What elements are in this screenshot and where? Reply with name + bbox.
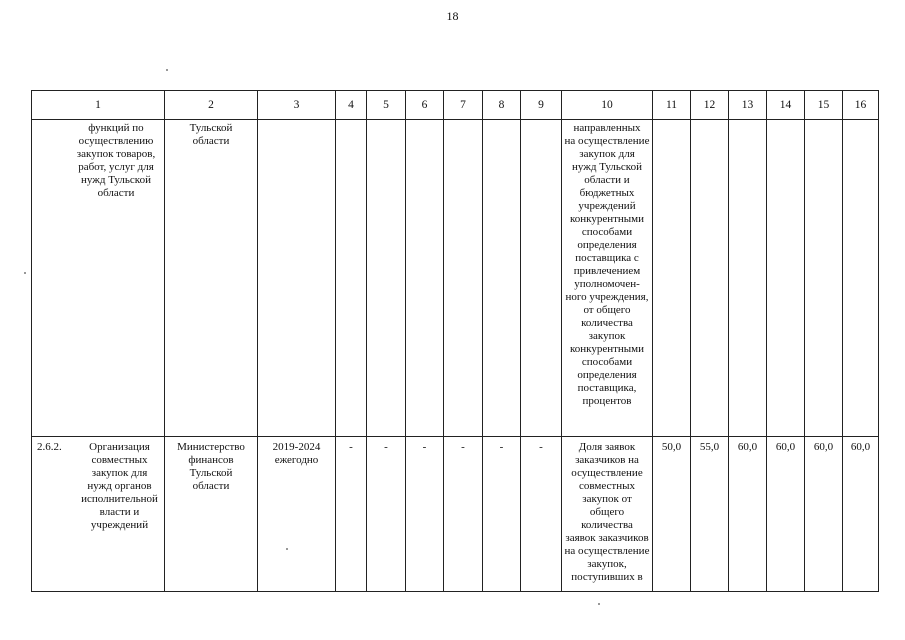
dash-cell: - [336,437,367,592]
scan-speck [24,272,26,274]
header-cell: 14 [767,91,805,120]
cell-line: закупок товаров, [76,148,156,160]
responsible-cell [165,437,258,592]
measure-description-cell [32,437,165,592]
dash-cell: - [367,437,406,592]
indicator-cell [562,120,653,437]
cell-line: работ, услуг для [78,161,154,173]
cell-line: области [192,480,230,492]
cell-line: способами [581,226,633,238]
cell-line: области и [584,174,630,186]
header-cell: 3 [258,91,336,120]
header-cell: 1 [32,91,165,120]
cell-line: направленных [573,122,641,134]
cell-line: процентов [582,395,632,407]
cell-line: конкурентными [569,343,645,355]
cell-line: Министерство [177,441,245,453]
cell-line: конкурентными [569,213,645,225]
value-cell: 60,0 [805,437,843,592]
empty-cell [691,120,729,437]
empty-cell [258,120,336,437]
cell-line: исполнительной [81,493,158,505]
indicator-cell [562,437,653,592]
cell-line: способами [581,356,633,368]
cell-line: на осуществление [564,135,650,147]
cell-line: осуществлению [78,135,154,147]
dash-cell: - [406,437,444,592]
cell-line: количества [581,317,633,329]
cell-line: бюджетных [579,187,635,199]
header-cell: 12 [691,91,729,120]
cell-line: ного учреждения, [565,291,649,303]
header-row [32,91,879,120]
header-cell: 7 [444,91,483,120]
cell-line: власти и [99,506,140,518]
dash-cell: - [483,437,521,592]
header-cell: 13 [729,91,767,120]
dash-cell: - [444,437,483,592]
value-cell: 60,0 [729,437,767,592]
cell-line: заказчиков на [575,454,639,466]
cell-line: количества [581,519,633,531]
header-cell: 9 [521,91,562,120]
cell-line: области [97,187,135,199]
value-cell: 55,0 [691,437,729,592]
empty-cell [843,120,879,437]
value-cell: 60,0 [843,437,879,592]
cell-line: осуществление [571,467,643,479]
empty-cell [367,120,406,437]
empty-cell [729,120,767,437]
cell-line: нужд Тульской [572,161,642,173]
cell-line: нужд Тульской [81,174,151,186]
cell-line: закупок от [582,493,632,505]
cell-line: учреждений [578,200,636,212]
header-cell: 8 [483,91,521,120]
cell-line: закупок, [587,558,627,570]
header-cell: 2 [165,91,258,120]
cell-line: функций по [88,122,144,134]
period-cell [258,437,336,592]
header-cell: 6 [406,91,444,120]
empty-cell [444,120,483,437]
empty-cell [521,120,562,437]
cell-line: уполномочен- [574,278,640,290]
cell-line: определения [577,239,637,251]
value-cell: 60,0 [767,437,805,592]
empty-cell [653,120,691,437]
cell-line: на осуществление [564,545,650,557]
cell-line: области [192,135,230,147]
cell-line: закупок для [91,467,148,479]
empty-cell [406,120,444,437]
header-cell: 5 [367,91,406,120]
table-row [32,437,879,592]
cell-line: заявок заказчиков [565,532,649,544]
cell-line: Тульской [189,467,233,479]
cell-line: совместных [91,454,148,466]
scan-speck [598,603,600,605]
empty-cell [767,120,805,437]
measure-description-cell [32,120,165,437]
cell-line: поступивших в [571,571,643,583]
cell-line: общего [589,506,625,518]
cell-line: Тульской [189,122,233,134]
dash-cell: - [521,437,562,592]
header-cell: 11 [653,91,691,120]
header-cell: 10 [562,91,653,120]
table-row [32,120,879,437]
cell-line: от общего [583,304,631,316]
cell-line: нужд органов [87,480,152,492]
scan-speck [166,69,168,71]
cell-line: финансов [188,454,234,466]
cell-line: закупок [588,330,626,342]
cell-line: 2019-2024 [272,441,321,453]
cell-line: ежегодно [274,454,319,466]
empty-cell [483,120,521,437]
value-cell: 50,0 [653,437,691,592]
cell-line: привлечением [573,265,641,277]
item-code: 2.6.2. [37,441,62,453]
empty-cell [336,120,367,437]
page-number: 18 [446,9,459,23]
data-table [31,90,879,592]
header-cell: 15 [805,91,843,120]
cell-line: совместных [579,480,635,492]
cell-line: Доля заявок [578,441,636,453]
cell-line: Организация [89,441,150,453]
cell-line: поставщика, [577,382,637,394]
header-cell: 4 [336,91,367,120]
cell-line: закупок для [579,148,635,160]
header-cell: 16 [843,91,879,120]
responsible-cell [165,120,258,437]
cell-line: определения [577,369,637,381]
empty-cell [805,120,843,437]
cell-line: учреждений [90,519,149,531]
cell-line: поставщика с [575,252,639,264]
